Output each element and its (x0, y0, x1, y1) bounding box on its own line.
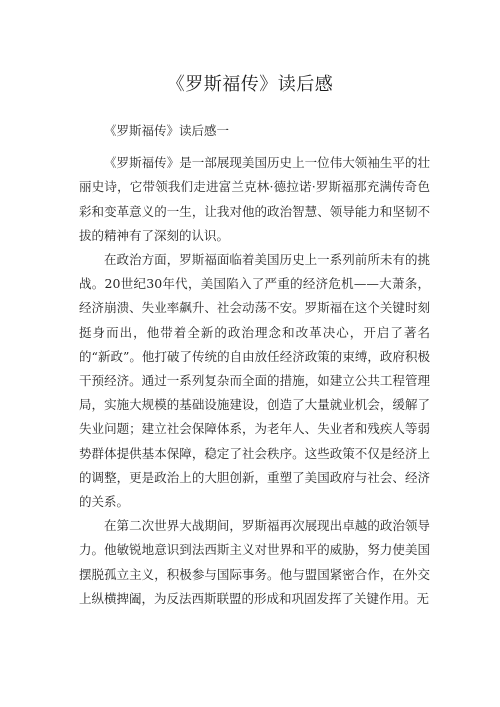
paragraph-1: 《罗斯福传》是一部展现美国历史上一位伟大领袖生平的壮丽史诗，它带领我们走进富兰克林·德拉诺·罗斯福那充满传奇色彩和变革意义的一生，让我对他的政治智慧、领导能力和坚韧不拔的精神有了深刻的认识。 (79, 155, 430, 243)
document-body (79, 119, 430, 611)
paragraph-2: 在政治方面，罗斯福面临着美国历史上一系列前所未有的挑战。20世纪30年代，美国陷入了严重的经济危机——大萧条，经济崩溃、失业率飙升、社会动荡不安。罗斯福在这个关键时刻挺身而出，他带着全新的政治理念和改革决心，开启了著名的“新政”。他打破了传统的自由放任经济政策的束缚，政府积极干预经济。通过一系列复杂而全面的措施，如建立公共工程管理局，实施大规模的基础设施建设，创造了大量就业机会，缓解了失业问题；建立社会保障体系，为老年人、失业者和残疾人等弱势群体提供基本保障，稳定了社会秩序。这些政策不仅是经济上的调整，更是政治上的大胆创新，重塑了美国政府与社会、经济的关系。 (79, 252, 430, 510)
document-title: 《罗斯福传》读后感 (166, 74, 334, 95)
section-subtitle: 《罗斯福传》读后感一 (104, 123, 230, 138)
paragraph-3: 在第二次世界大战期间，罗斯福再次展现出卓越的政治领导力。他敏锐地意识到法西斯主义对世界和平的威胁，努力使美国摆脱孤立主义，积极参与国际事务。他与盟国紧密合作，在外交上纵横捭阖，为反法西斯联盟的形成和巩固发挥了关键作用。无 (79, 518, 430, 606)
